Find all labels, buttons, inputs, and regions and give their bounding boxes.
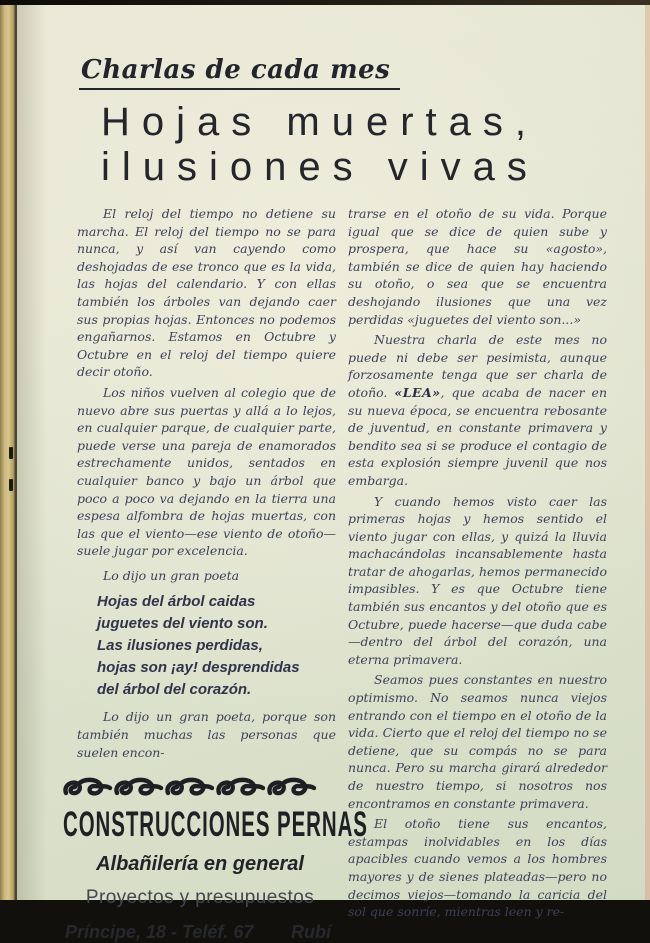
page [17,5,650,943]
ad-services: Proyectos y presupuestos [85,887,315,909]
paragraph-text: El otoño tiene sus encantos, estampas inolvidables en los días apacibles cuando vemos a los hombres mayores y de sienes plateadas—pero no decimos viejos—tomando la caricia del sol que sonríe, mientras leen y re- [348,816,607,920]
staple [9,479,13,491]
paragraph-text: Y cuando hemos visto caer las primeras hojas y hemos sentido el viento jugar con ellas, y quizá la lluvia machacándolas incansablemente hasta tratar de ahogarlas, hemos permanecido impasibles. Y es que Octubre tiene también sus encantos y del otoño que es Octubre, puede hacerse—que duda cabe—dentro del árbol del corazón, una eterna primavera. [348,493,607,667]
poem-line: juguetes del viento son. [97,615,268,633]
paragraph-text: , que acaba de nacer en su nueva época, se encuentra rebosante de juventud, en constante primavera y bendito sea si se produce el contagio de esta explosión siempre juvenil que nos embarga. [348,384,607,488]
paragraph [348,205,607,328]
paragraph [77,205,336,381]
magazine-spine [0,5,17,900]
paragraph [77,384,336,560]
ribbon-ornament-icon [63,777,337,803]
page-content [17,5,650,943]
poem-line: Las ilusiones perdidas, [97,637,263,655]
ad-contact-line [63,922,337,943]
paragraph [348,815,607,921]
ad-company-wrap [63,803,368,844]
ad-company-name: CONSTRUCCIONES PERNAS [63,803,368,844]
paragraph-text: Lo dijo un gran poeta [103,567,240,583]
paragraph [77,567,336,585]
left-column-text [77,205,336,761]
paragraph-text: trarse en el otoño de su vida. Porque igual que se dice de quien sube y prospera, que hace su «agosto», también se dice de quien hay haciendo su otoño, o sea que se encuentra deshojando ilusiones que una vez perdidas «juguetes del viento son...» [348,206,607,327]
poem-line: hojas son ¡ay! desprendidas [97,659,300,677]
right-column [348,202,607,943]
section-kicker: Charlas de cada mes [79,55,400,90]
ad-tagline: Albañilería en general [96,853,304,876]
article-body [63,202,616,943]
paragraph-text: Lo dijo un gran poeta, porque son también muchas las personas que suelen encon- [77,709,336,760]
paragraph [77,708,336,761]
staple [9,447,13,459]
poem-quote [97,591,336,701]
paragraph-text: Seamos pues constantes en nuestro optimismo. No seamos nunca viejos entrando con el tiempo en el otoño de la vida. Cierto que el reloj del tiempo no se detiene, que su compás no se para nunca. Pero su marcha girará alrededor de nuestro tiempo, si nosotros nos encontramos en constante primavera. [348,672,607,811]
paragraph-text: Los niños vuelven al colegio que de nuevo abre sus puertas y allá a lo lejos, en cualquier parque, de cualquier parte, puede verse una pareja de enamorados estrechamente unidos, sentados en cualquier banco y bajo un árbol que poco a poco va dejando en la tierra una espesa alfombra de hojas muertas, con las que el viento—ese viento de otoño—suele jugar por excelencia. [77,384,336,559]
emphasized-text: «LEA» [394,384,441,400]
left-column [63,202,368,943]
ad-address: Príncipe, 18 - Teléf. 67 [65,922,254,943]
ad-city: Rubí [291,922,331,943]
article-title-line1: Hojas muertas, [101,100,538,144]
article-title-line2: ilusiones vivas [101,145,539,189]
poem-line: Hojas del árbol caidas [97,593,256,611]
paragraph [348,493,607,669]
paragraph-text: El reloj del tiempo no detiene su marcha. El reloj del tiempo no se para nunca, y así van cayendo como deshojadas de ese tronco que es la vida, las hojas del calendario. Y con ellas también los árboles van dejando caer sus propias hojas. Entonces no podemos engañarnos. Estamos en Octubre y Octubre en el reloj del tiempo quiere decir otoño. [77,206,336,380]
construcciones-pernas-ad [63,777,368,943]
article-title [101,100,616,190]
paragraph-text: Nuestra charla de este mes no puede ni debe ser pesimista, aunque forzosamente tenga que ser charla de otoño. [348,332,607,400]
poem-line: del árbol del corazón. [97,681,252,699]
paragraph [348,331,607,489]
paragraph [348,671,607,812]
